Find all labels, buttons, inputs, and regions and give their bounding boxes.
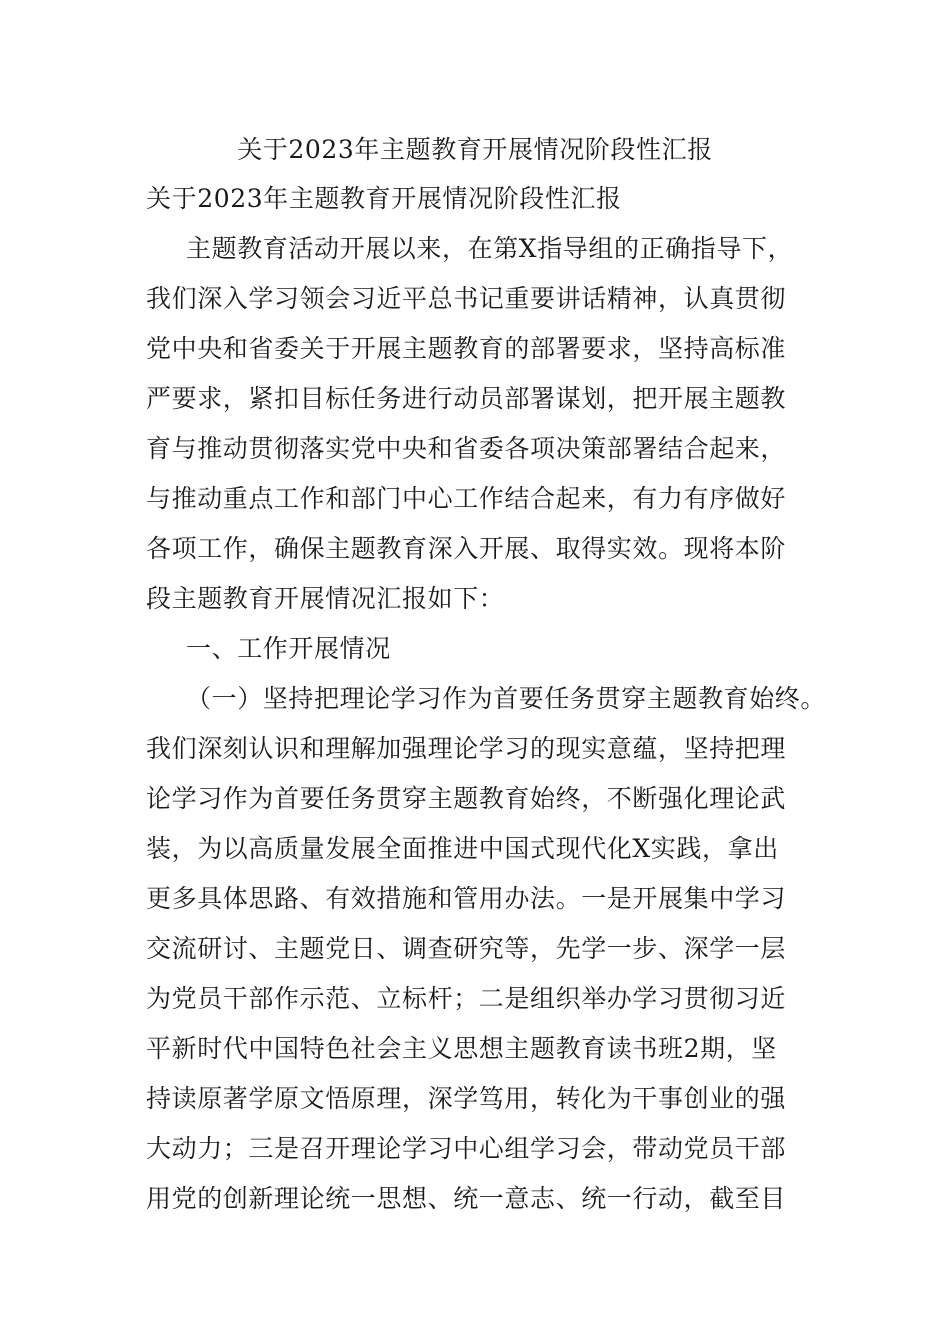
paragraph-line: 育与推动贯彻落实党中央和省委各项决策部署结合起来， — [146, 434, 787, 463]
paragraph-line: 与推动重点工作和部门中心工作结合起来，有力有序做好 — [146, 484, 787, 513]
paragraph-line: 装，为以高质量发展全面推进中国式现代化X实践，拿出 — [146, 834, 779, 863]
paragraph-line: 交流研讨、主题党日、调查研究等，先学一步、深学一层 — [146, 934, 787, 963]
document-subtitle: 关于2023年主题教育开展情况阶段性汇报 — [146, 184, 622, 213]
section-heading: 一、工作开展情况 — [186, 634, 391, 663]
paragraph-line: 主题教育活动开展以来，在第X指导组的正确指导下， — [186, 234, 794, 263]
paragraph-line: 大动力；三是召开理论学习中心组学习会，带动党员干部 — [146, 1134, 787, 1163]
document-title: 关于2023年主题教育开展情况阶段性汇报 — [237, 135, 713, 164]
paragraph-line: 我们深入学习领会习近平总书记重要讲话精神，认真贯彻 — [146, 284, 787, 313]
paragraph-line: 段主题教育开展情况汇报如下： — [146, 584, 505, 613]
paragraph-line: 严要求，紧扣目标任务进行动员部署谋划，把开展主题教 — [146, 384, 787, 413]
paragraph-line: 论学习作为首要任务贯穿主题教育始终，不断强化理论武 — [146, 784, 787, 813]
paragraph-line: 持读原著学原文悟原理，深学笃用，转化为干事创业的强 — [146, 1084, 787, 1113]
paragraph-line: 为党员干部作示范、立标杆；二是组织举办学习贯彻习近 — [146, 984, 787, 1013]
paragraph-line: 更多具体思路、有效措施和管用办法。一是开展集中学习 — [146, 884, 787, 913]
paragraph-line: 我们深刻认识和理解加强理论学习的现实意蕴，坚持把理 — [146, 734, 787, 763]
paragraph-line: 用党的创新理论统一思想、统一意志、统一行动，截至目 — [146, 1184, 787, 1213]
paragraph-line: 党中央和省委关于开展主题教育的部署要求，坚持高标准 — [146, 334, 787, 363]
paragraph-line: 平新时代中国特色社会主义思想主题教育读书班2期，坚 — [146, 1034, 777, 1063]
subsection-heading: （一）坚持把理论学习作为首要任务贯穿主题教育始终。 — [186, 684, 827, 713]
paragraph-line: 各项工作，确保主题教育深入开展、取得实效。现将本阶 — [146, 534, 787, 563]
